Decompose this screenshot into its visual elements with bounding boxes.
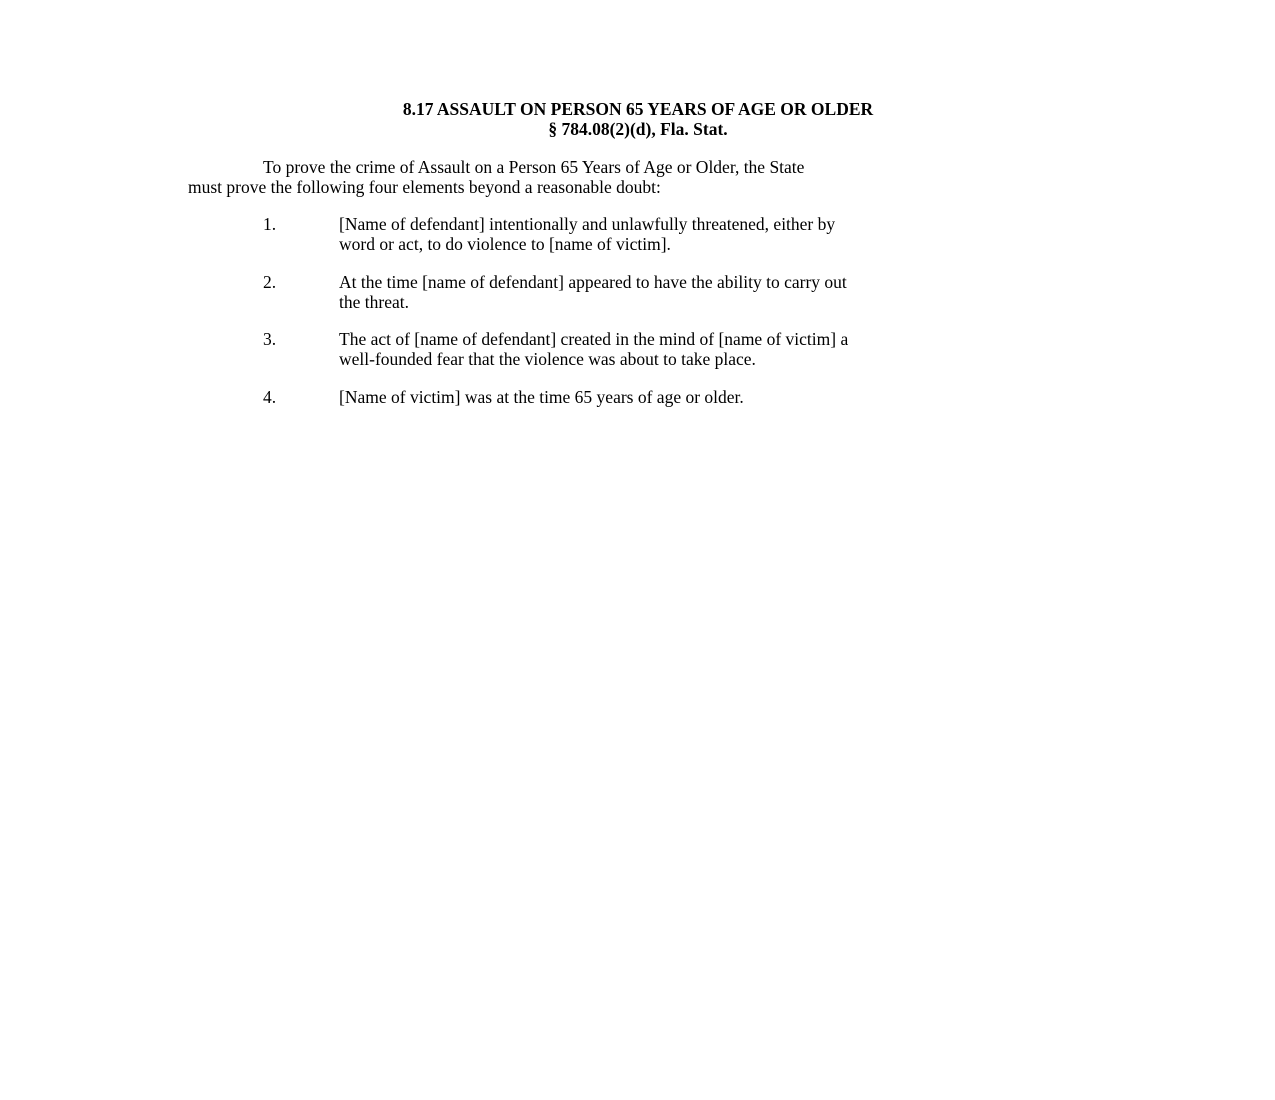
element-line: the threat.	[339, 291, 409, 312]
element-text	[339, 388, 1079, 408]
element-number: 1.	[263, 214, 277, 234]
element-line: At the time [name of defendant] appeared to have the ability to carry out	[339, 272, 847, 292]
intro-line: must prove the following four elements beyond a reasonable doubt:	[188, 176, 661, 197]
element-line: The act of [name of defendant] created in the mind of [name of victim] a	[339, 329, 849, 349]
element-line: word or act, to do violence to [name of victim].	[339, 233, 671, 254]
intro-line: To prove the crime of Assault on a Person 65 Years of Age or Older, the State	[263, 157, 805, 177]
statute-citation: § 784.08(2)(d), Fla. Stat.	[548, 119, 728, 139]
element-number: 2.	[263, 272, 277, 292]
element-line: [Name of victim] was at the time 65 years of age or older.	[339, 387, 744, 407]
element-line: well-founded fear that the violence was about to take place.	[339, 348, 756, 369]
element-text	[339, 215, 1079, 254]
intro-paragraph	[188, 158, 1068, 197]
element-number: 4.	[263, 387, 277, 407]
element-line: [Name of defendant] intentionally and unlawfully threatened, either by	[339, 214, 836, 234]
element-text	[339, 330, 1079, 369]
document-title: 8.17 ASSAULT ON PERSON 65 YEARS OF AGE OR OLDER	[402, 99, 874, 119]
element-text	[339, 273, 1079, 312]
element-number: 3.	[263, 329, 277, 349]
